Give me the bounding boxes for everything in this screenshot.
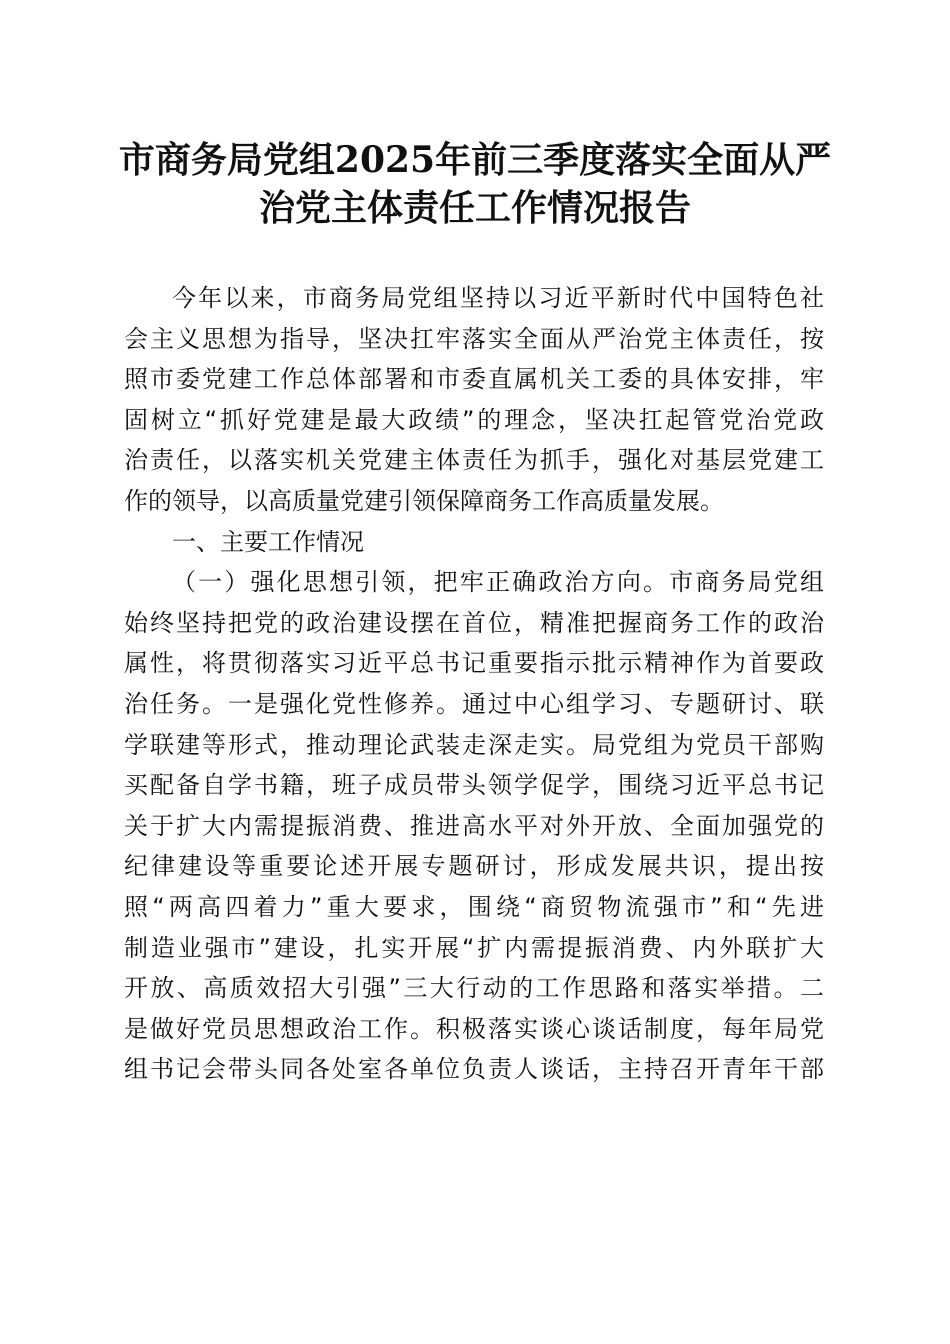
text-line: 作的领导，以高质量党建引领保障商务工作高质量发展。 [124, 486, 724, 515]
text-line: 今年以来，市商务局党组坚持以习近平新时代中国特色社 [172, 284, 824, 312]
text-line: 会主义思想为指导，坚决扛牢落实全面从严治党主体责任，按 [124, 324, 824, 353]
paragraph-intro [124, 278, 824, 522]
text-line: 照“两高四着力”重大要求，围绕“商贸物流强市”和“先进 [124, 892, 824, 921]
title-line-2: 治党主体责任工作情况报告 [258, 187, 691, 229]
text-line: 开放、高质效招大引强”三大行动的工作思路和落实举措。二 [124, 974, 824, 1003]
text-line: 是做好党员思想政治工作。积极落实谈心谈话制度，每年局党 [124, 1014, 824, 1043]
text-line: 属性，将贯彻落实习近平总书记重要指示批示精神作为首要政 [124, 649, 824, 678]
text-line: 买配备自学书籍，班子成员带头领学促学，围绕习近平总书记 [124, 771, 824, 800]
document-title [100, 136, 850, 232]
title-line-1: 市商务局党组2025年前三季度落实全面从严 [118, 139, 832, 181]
text-line: 学联建等形式，推动理论武装走深走实。局党组为党员干部购 [124, 730, 824, 759]
text-line: 制造业强市”建设，扎实开展“扩内需提振消费、内外联扩大 [124, 933, 824, 962]
text-line: 始终坚持把党的政治建设摆在首位，精准把握商务工作的政治 [124, 608, 824, 637]
text-line: 组书记会带头同各处室各单位负责人谈话，主持召开青年干部 [124, 1055, 824, 1084]
text-line: 关于扩大内需提振消费、推进高水平对外开放、全面加强党的 [124, 811, 824, 840]
section-heading: 一、主要工作情况 [172, 527, 364, 556]
text-line: 纪律建设等重要论述开展专题研讨，形成发展共识，提出按 [124, 852, 824, 881]
text-line: 照市委党建工作总体部署和市委直属机关工委的具体安排，牢 [124, 365, 824, 394]
text-line: （一）强化思想引领，把牢正确政治方向。市商务局党组 [172, 568, 824, 597]
document-body [124, 278, 824, 1090]
text-line: 治任务。一是强化党性修养。通过中心组学习、专题研讨、联 [124, 689, 824, 718]
paragraph-section-1 [124, 562, 824, 1090]
text-line: 治责任，以落实机关党建主体责任为抓手，强化对基层党建工 [124, 446, 824, 475]
text-line: 固树立“抓好党建是最大政绩”的理念，坚决扛起管党治党政 [124, 405, 824, 434]
